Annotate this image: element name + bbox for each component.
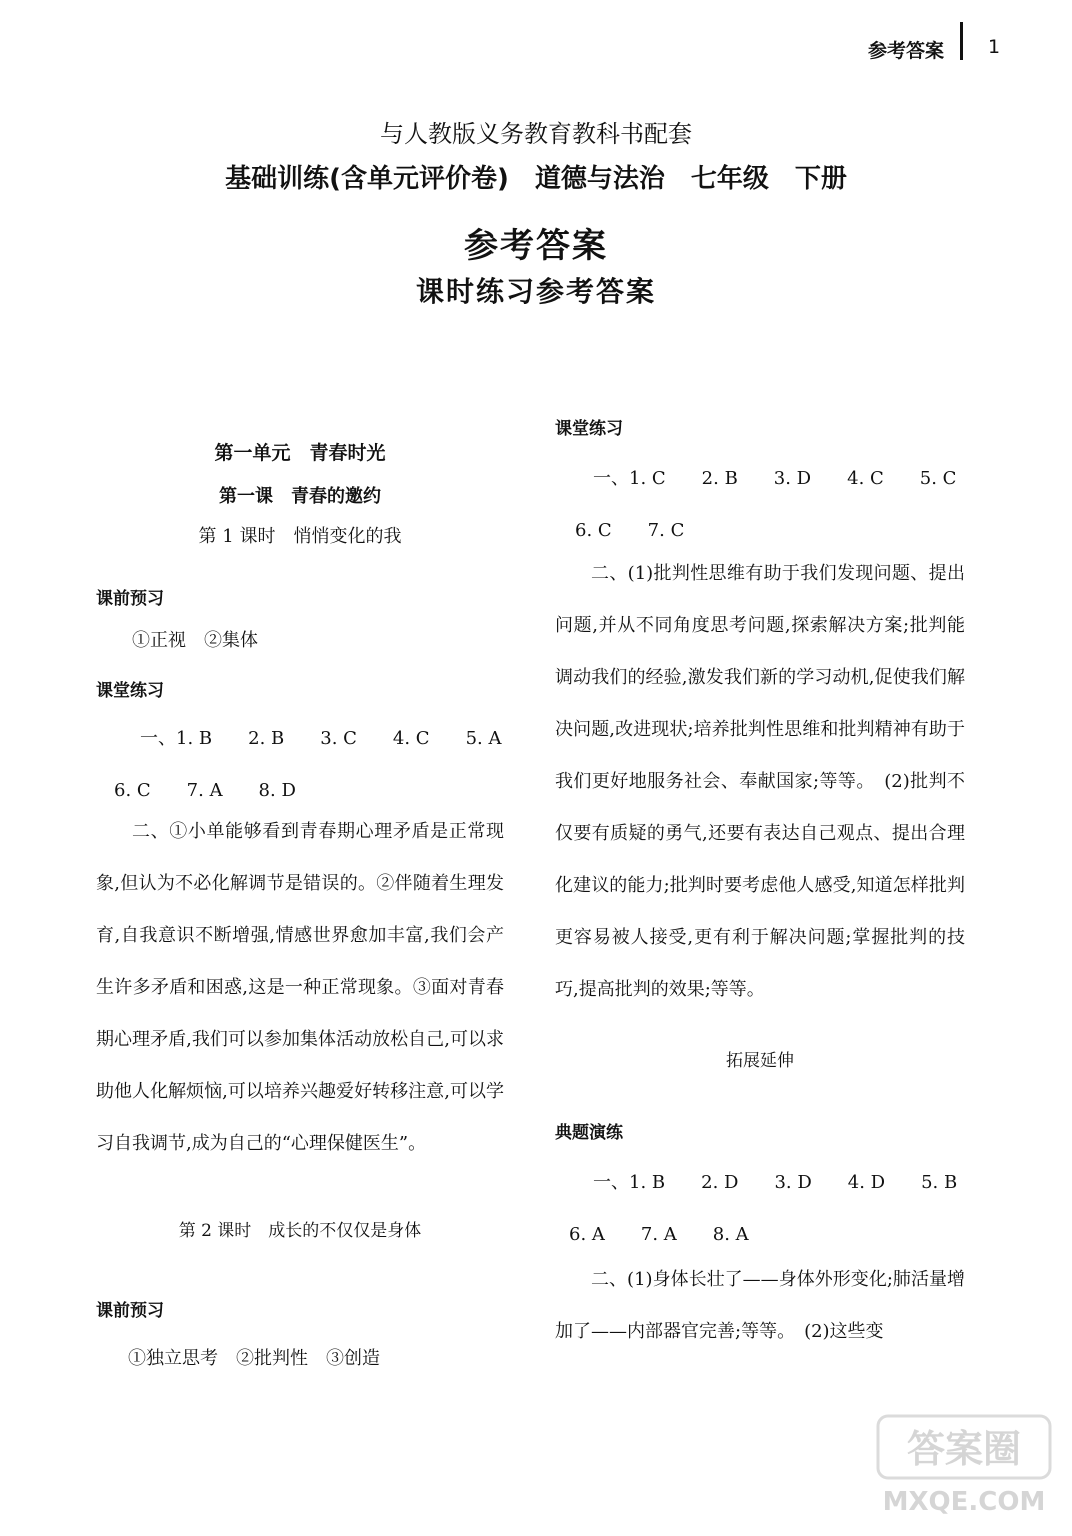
practice-answer-text: 二、(1)批判性思维有助于我们发现问题、提出问题,并从不同角度思考问题,探索解决方案;批判能调动我们的经验,激发我们新的学习动机,促使我们解决问题,改进现状;培养批判性思维和批判精神有助于我们更好地服务社会、奉献国家;等等。 (2)批判不仅要有质疑的勇气,还要有表达自己观点、提出合理化建议的能力;批判时要考虑他人感受,知道怎样批判更容易被人接受,更有利于解决问题;掌握批判的技巧,提高批判的效果;等等。 <box>555 563 965 1000</box>
exercise-answers-row2: 6. A 7. A 8. A <box>569 1224 749 1245</box>
practice-answers-row1: 一、1. C 2. B 3. D 4. C 5. C <box>593 468 957 489</box>
practice-answers-row2: 6. C 7. C <box>575 520 685 541</box>
watermark-logo <box>874 1412 1054 1522</box>
right-column <box>555 414 965 1358</box>
section-title: 课时练习参考答案 <box>415 275 656 308</box>
practice-answers-row1: 一、1. B 2. B 3. C 4. C 5. A <box>140 728 502 749</box>
extension-heading: 拓展延伸 <box>726 1051 794 1071</box>
exercise-answers-row1: 一、1. B 2. D 3. D 4. D 5. B <box>593 1172 958 1193</box>
lesson-heading: 第一课 青春的邀约 <box>219 486 381 507</box>
watermark-url: MXQE.COM <box>882 1487 1046 1517</box>
running-header-title: 参考答案 <box>867 40 944 62</box>
book-title: 基础训练(含单元评价卷) 道德与法治 七年级 下册 <box>225 164 847 194</box>
practice-answers-row2: 6. C 7. A 8. D <box>114 780 296 801</box>
preview-answers: ①正视 ②集体 <box>132 630 258 651</box>
page-number: 1 <box>988 36 1001 58</box>
practice-answer-text: 二、①小单能够看到青春期心理矛盾是正常现象,但认为不必化解调节是错误的。②伴随着生理发育,自我意识不断增强,情感世界愈加丰富,我们会产生许多矛盾和困惑,这是一种正常现象。③面对青春期心理矛盾,我们可以参加集体活动放松自己,可以求助他人化解烦恼,可以培养兴趣爱好转移注意,可以学习自我调节,成为自己的“心理保健医生”。 <box>96 821 504 1154</box>
preview-label: 课前预习 <box>96 589 164 609</box>
period2-heading: 第 2 课时 成长的不仅仅是身体 <box>178 1221 422 1241</box>
period-heading: 第 1 课时 悄悄变化的我 <box>198 526 402 547</box>
practice-label: 课堂练习 <box>555 419 623 439</box>
preview2-answers: ①独立思考 ②批判性 ③创造 <box>128 1348 380 1369</box>
header-divider <box>960 22 963 60</box>
preview2-label: 课前预习 <box>96 1301 164 1321</box>
answers-title: 参考答案 <box>464 226 608 266</box>
book-subtitle: 与人教版义务教育教科书配套 <box>380 120 692 148</box>
exercise-label: 典题演练 <box>555 1123 623 1143</box>
practice-label: 课堂练习 <box>96 681 164 701</box>
watermark-text: 答案圈 <box>906 1427 1022 1471</box>
unit-heading: 第一单元 青春时光 <box>214 442 386 464</box>
left-column <box>96 438 504 1370</box>
exercise-answer-text: 二、(1)身体长壮了——身体外形变化;肺活量增加了——内部器官完善;等等。 (2)这些变 <box>555 1269 965 1342</box>
